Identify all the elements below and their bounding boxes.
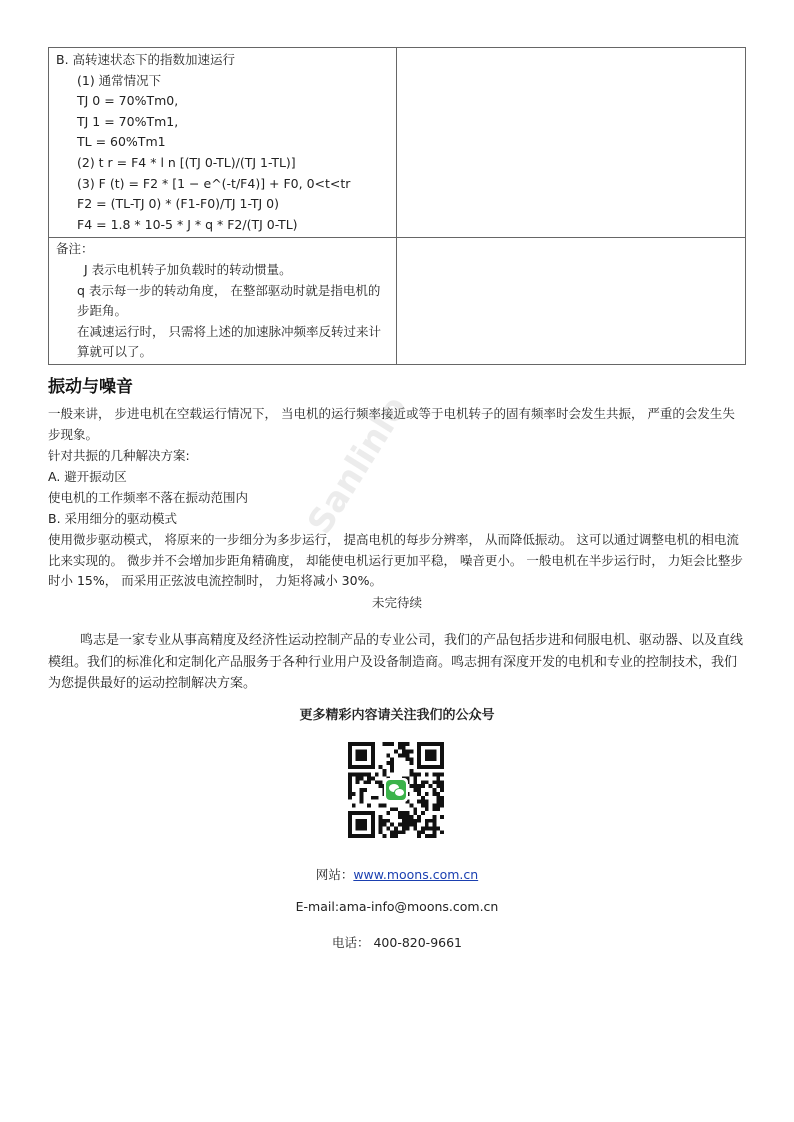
- paragraph: 一般来讲， 步进电机在空载运行情况下， 当电机的运行频率接近或等于电机转子的固有频率时会发生共振， 严重的会发生失步现象。: [48, 406, 735, 442]
- website-label: 网站：: [315, 867, 354, 882]
- wechat-logo-icon: [384, 778, 408, 802]
- paragraph: B. 采用细分的驱动模式: [48, 511, 178, 526]
- formula-line: B. 高转速状态下的指数加速运行: [56, 52, 236, 67]
- paragraph: 针对共振的几种解决方案:: [48, 448, 190, 463]
- note-line: J 表示电机转子加负载时的转动惯量。: [84, 261, 292, 277]
- table-row: [49, 48, 746, 238]
- formula-line: TJ 1 = 70%Tm1,: [77, 113, 179, 129]
- formula-line: (1) 通常情况下: [77, 72, 162, 88]
- to-be-continued: 未完待续: [371, 595, 422, 610]
- paragraph: 使用微步驱动模式， 将原来的一步细分为多步运行， 提高电机的每步分辨率， 从而降低振动。 这可以通过调整电机的相电流比来实现的。 微步并不会增加步距角精确度， 却能使电机运行更加平稳， 噪音更小。 一般电机在半步运行时， 力矩会比整步时小 15%， 而采用正弦波电流控制时， 力矩将减小 30%。: [48, 532, 743, 589]
- paragraph: 使电机的工作频率不落在振动范围内: [48, 490, 249, 505]
- formula-line: TJ 0 = 70%Tm0,: [77, 93, 179, 109]
- formula-line: (3) F (t) = F2 * [1 − e^(-t/F4)] + F0, 0<t<tr: [77, 175, 351, 191]
- qr-code-icon: [348, 742, 444, 838]
- website-line: [0, 865, 794, 883]
- empty-cell: [397, 48, 746, 238]
- email-line: E-mail:ama-info@moons.com.cn: [295, 899, 499, 914]
- formula-line: (2) t r = F4 * l n [(TJ 0-TL)/(TJ 1-TL)]: [77, 154, 296, 170]
- formula-line: TL = 60%Tm1: [77, 134, 166, 150]
- note-line: q 表示每一步的转动角度， 在整部驱动时就是指电机的步距角。: [77, 282, 381, 319]
- empty-cell: [397, 238, 746, 365]
- website-link[interactable]: www.moons.com.cn: [353, 867, 479, 882]
- formula-line: F4 = 1.8 * 10-5 * J * q * F2/(TJ 0-TL): [77, 216, 298, 232]
- formula-line: F2 = (TL-TJ 0) * (F1-F0)/TJ 1-TJ 0): [77, 196, 280, 212]
- paragraph: A. 避开振动区: [48, 469, 127, 484]
- notes-cell: [49, 238, 397, 365]
- formula-cell: [49, 48, 397, 238]
- watermark: Sanlinlo: [300, 389, 416, 542]
- spec-table: [48, 47, 746, 365]
- company-intro: 鸣志是一家专业从事高精度及经济性运动控制产品的专业公司，我们的产品包括步进和伺服电机、驱动器、以及直线模组。我们的标准化和定制化产品服务于各种行业用户及设备制造商。鸣志拥有深度开发的电机和专业的控制技术，我们为您提供最好的运动控制解决方案。: [48, 633, 744, 691]
- phone-line: 电话： 400-820-9661: [331, 935, 463, 950]
- note-line: 在减速运行时， 只需将上述的加速脉冲频率反转过来计算就可以了。: [77, 323, 381, 360]
- notes-label: 备注：: [56, 241, 94, 257]
- follow-prompt: 更多精彩内容请关注我们的公众号: [299, 708, 495, 723]
- table-row: [49, 238, 746, 365]
- section-heading: 振动与噪音: [48, 377, 133, 397]
